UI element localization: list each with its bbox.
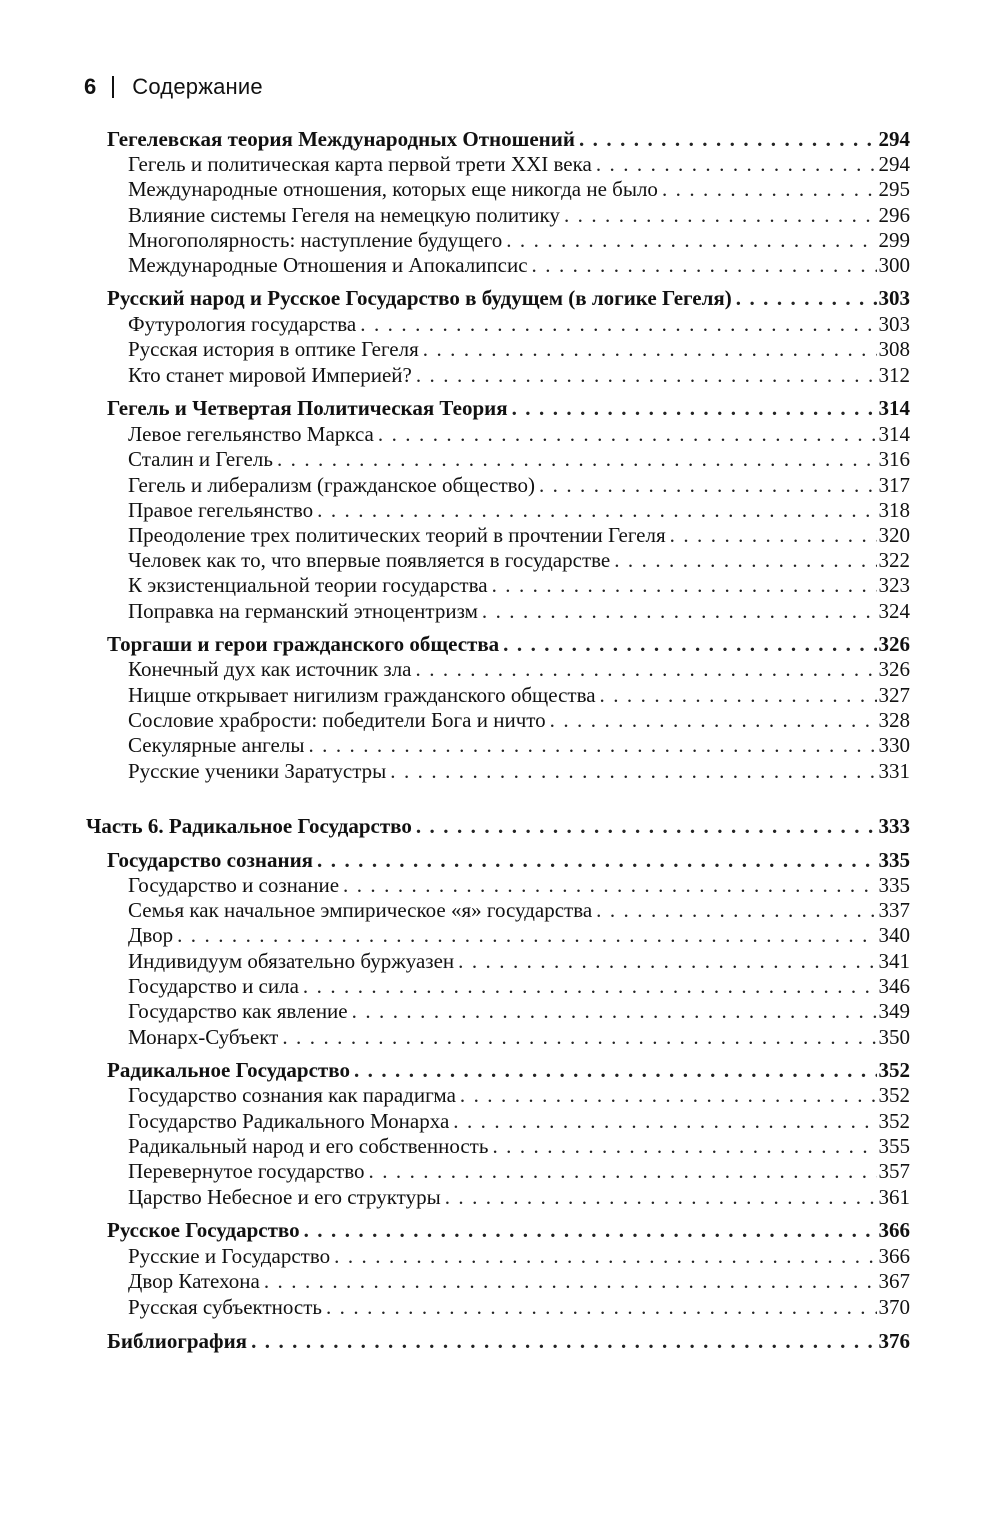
dot-leader: [264, 1268, 877, 1294]
toc-chapter-entry[interactable]: [107, 126, 910, 152]
toc-section-entry[interactable]: [128, 522, 910, 548]
toc-section-entry[interactable]: [128, 472, 910, 498]
toc-section-entry[interactable]: [128, 252, 910, 278]
toc-chapter-entry[interactable]: [107, 285, 910, 311]
toc-entry-page: 346: [878, 974, 910, 998]
toc-entry-title: Монарх-Субъект: [128, 1025, 279, 1049]
toc-entry-title: Гегель и либерализм (гражданское общество): [128, 473, 535, 497]
toc-section-entry[interactable]: [128, 572, 910, 598]
dot-leader: [343, 872, 876, 898]
toc-section-entry[interactable]: [128, 1082, 910, 1108]
dot-leader: [177, 922, 876, 948]
toc-entry-page: 299: [878, 228, 910, 252]
toc-section-entry[interactable]: [128, 362, 910, 388]
dot-leader: [482, 598, 877, 624]
toc-entry-page: 341: [878, 949, 910, 973]
toc-entry-title: Человек как то, что впервые появляется в государстве: [128, 548, 611, 572]
toc-entry-page: 314: [878, 396, 910, 420]
toc-entry-page: 361: [878, 1185, 910, 1209]
toc-section-entry[interactable]: [128, 897, 910, 923]
dot-leader: [334, 1243, 876, 1269]
dot-leader: [596, 897, 876, 923]
dot-leader: [369, 1158, 877, 1184]
toc-section-entry[interactable]: [128, 202, 910, 228]
toc-entry-title: Кто станет мировой Империей?: [128, 363, 412, 387]
toc-entry-title: Библиография: [107, 1329, 248, 1353]
toc-entry-title: Ницше открывает нигилизм гражданского общества: [128, 683, 596, 707]
toc-entry-title: Преодоление трех политических теорий в прочтении Гегеля: [128, 523, 666, 547]
dot-leader: [282, 1024, 876, 1050]
toc-chapter-entry[interactable]: [107, 847, 910, 873]
toc-section-entry[interactable]: [128, 421, 910, 447]
toc-entry-page: 376: [878, 1329, 910, 1353]
toc-entry-title: Двор Катехона: [128, 1269, 260, 1293]
toc-entry-page: 357: [878, 1159, 910, 1183]
toc-entry-title: Сталин и Гегель: [128, 447, 273, 471]
toc-entry-title: Двор: [128, 923, 174, 947]
dot-leader: [352, 998, 877, 1024]
toc-section-entry[interactable]: [128, 758, 910, 784]
dot-leader: [360, 311, 876, 337]
toc-entry-title: Русская субъектность: [128, 1295, 322, 1319]
toc-entry-title: Левое гегельянство Маркса: [128, 422, 374, 446]
toc-entry-title: Государство и сила: [128, 974, 299, 998]
toc-entry-page: 367: [878, 1269, 910, 1293]
toc-chapter-entry[interactable]: [107, 631, 910, 657]
toc-entry-page: 308: [878, 337, 910, 361]
toc-entry-page: 295: [878, 177, 910, 201]
toc-entry-title: Русские ученики Заратустры: [128, 759, 387, 783]
toc-entry-page: 303: [878, 286, 910, 310]
dot-leader: [670, 522, 877, 548]
toc-section-entry[interactable]: [128, 707, 910, 733]
running-title: Содержание: [132, 74, 263, 99]
dot-leader: [532, 252, 877, 278]
dot-leader: [564, 202, 877, 228]
toc-entry-page: 352: [878, 1058, 910, 1082]
toc-entry-page: 323: [878, 573, 910, 597]
toc-section-entry[interactable]: [128, 227, 910, 253]
toc-section-entry[interactable]: [128, 1108, 910, 1134]
toc-section-entry[interactable]: [128, 872, 910, 898]
dot-leader: [579, 126, 877, 152]
toc-section-entry[interactable]: [128, 336, 910, 362]
toc-section-entry[interactable]: [128, 1184, 910, 1210]
toc-entry-title: Поправка на германский этноцентризм: [128, 599, 478, 623]
dot-leader: [445, 1184, 877, 1210]
dot-leader: [317, 497, 876, 523]
toc-entry-title: Семья как начальное эмпирическое «я» государства: [128, 898, 593, 922]
dot-leader: [378, 421, 877, 447]
toc-entry-title: Гегелевская теория Международных Отношений: [107, 127, 575, 151]
toc-entry-title: Влияние системы Гегеля на немецкую политику: [128, 203, 560, 227]
toc-section-entry[interactable]: [128, 547, 910, 573]
toc-section-entry[interactable]: [128, 1294, 910, 1320]
toc-entry-title: Русская история в оптике Гегеля: [128, 337, 419, 361]
toc-entry-page: 303: [878, 312, 910, 336]
dot-leader: [308, 732, 876, 758]
dot-leader: [460, 1082, 877, 1108]
toc-section-entry[interactable]: [128, 973, 910, 999]
toc-section-entry[interactable]: [128, 497, 910, 523]
toc-entry-page: 322: [878, 548, 910, 572]
toc-entry-title: Государство сознания: [107, 848, 314, 872]
toc-section-entry[interactable]: [128, 151, 910, 177]
toc-section-entry[interactable]: [128, 1024, 910, 1050]
toc-entry-page: 333: [878, 814, 910, 838]
toc-entry-title: Государство как явление: [128, 999, 348, 1023]
toc-entry-page: 352: [878, 1109, 910, 1133]
toc-entry-page: 366: [878, 1244, 910, 1268]
toc-chapter-entry[interactable]: [107, 395, 910, 421]
toc-entry-title: Футурология государства: [128, 312, 357, 336]
toc-entry-page: 331: [878, 759, 910, 783]
toc-section-entry[interactable]: [128, 1158, 910, 1184]
toc-entry-title: Правое гегельянство: [128, 498, 314, 522]
dot-leader: [304, 1217, 877, 1243]
dot-leader: [390, 758, 876, 784]
dot-leader: [600, 682, 877, 708]
page-number: 6: [84, 74, 97, 99]
toc-entry-page: 294: [878, 152, 910, 176]
dot-leader: [736, 285, 877, 311]
toc-entry-page: 316: [878, 447, 910, 471]
toc-entry-page: 317: [878, 473, 910, 497]
toc-entry-title: Государство сознания как парадигма: [128, 1083, 456, 1107]
toc-section-entry[interactable]: [128, 732, 910, 758]
toc-entry-page: 330: [878, 733, 910, 757]
toc-section-entry[interactable]: [128, 176, 910, 202]
toc-entry-page: 296: [878, 203, 910, 227]
toc-entry-page: 335: [878, 873, 910, 897]
toc-entry-title: Русский народ и Русское Государство в будущем (в логике Гегеля): [107, 286, 732, 310]
toc-section-entry[interactable]: [128, 1268, 910, 1294]
toc-entry-title: Царство Небесное и его структуры: [128, 1185, 441, 1209]
toc-section-entry[interactable]: [128, 1243, 910, 1269]
toc-entry-page: 350: [878, 1025, 910, 1049]
toc-entry-page: 352: [878, 1083, 910, 1107]
dot-leader: [303, 973, 877, 999]
dot-leader: [416, 656, 877, 682]
toc-entry-page: 318: [878, 498, 910, 522]
toc-entry-title: Государство Радикального Монарха: [128, 1109, 450, 1133]
dot-leader: [492, 1133, 876, 1159]
toc-entry-page: 324: [878, 599, 910, 623]
toc-section-entry[interactable]: [128, 1133, 910, 1159]
dot-leader: [326, 1294, 877, 1320]
dot-leader: [503, 631, 876, 657]
toc-entry-title: Многополярность: наступление будущего: [128, 228, 503, 252]
dot-leader: [423, 336, 877, 362]
dot-leader: [539, 472, 877, 498]
toc-entry-title: Радикальное Государство: [107, 1058, 350, 1082]
toc-chapter-entry[interactable]: [107, 1328, 910, 1354]
dot-leader: [354, 1057, 877, 1083]
dot-leader: [614, 547, 876, 573]
toc-entry-page: 337: [878, 898, 910, 922]
dot-leader: [596, 151, 877, 177]
toc-entry-page: 370: [878, 1295, 910, 1319]
toc-entry-title: Русское Государство: [107, 1218, 300, 1242]
toc-entry-page: 340: [878, 923, 910, 947]
toc-entry-title: Государство и сознание: [128, 873, 340, 897]
toc-part-entry[interactable]: [86, 813, 910, 839]
toc-entry-page: 312: [878, 363, 910, 387]
toc-entry-title: Гегель и политическая карта первой трети XXI века: [128, 152, 592, 176]
toc-entry-title: Индивидуум обязательно буржуазен: [128, 949, 455, 973]
toc-entry-title: Торгаши и герои гражданского общества: [107, 632, 500, 656]
toc-section-entry[interactable]: [128, 311, 910, 337]
dot-leader: [512, 395, 877, 421]
dot-leader: [416, 362, 877, 388]
toc-entry-page: 328: [878, 708, 910, 732]
toc-entry-title: Международные отношения, которых еще никогда не было: [128, 177, 658, 201]
toc-entry-title: Секулярные ангелы: [128, 733, 305, 757]
toc-section-entry[interactable]: [128, 598, 910, 624]
dot-leader: [317, 847, 876, 873]
toc-entry-page: 300: [878, 253, 910, 277]
toc-entry-title: Русские и Государство: [128, 1244, 331, 1268]
toc-entry-title: Перевернутое государство: [128, 1159, 365, 1183]
dot-leader: [662, 176, 877, 202]
dot-leader: [458, 948, 876, 974]
toc-entry-title: Радикальный народ и его собственность: [128, 1134, 489, 1158]
dot-leader: [550, 707, 877, 733]
toc-section-entry[interactable]: [128, 682, 910, 708]
toc-entry-title: Международные Отношения и Апокалипсис: [128, 253, 528, 277]
toc-entry-title: Конечный дух как источник зла: [128, 657, 412, 681]
toc-chapter-entry[interactable]: [107, 1057, 910, 1083]
dot-leader: [453, 1108, 876, 1134]
toc-entry-page: 349: [878, 999, 910, 1023]
dot-leader: [506, 227, 876, 253]
toc-entry-title: Сословие храбрости: победители Бога и ничто: [128, 708, 546, 732]
toc-entry-page: 366: [878, 1218, 910, 1242]
toc-entry-page: 326: [878, 632, 910, 656]
dot-leader: [251, 1328, 876, 1354]
dot-leader: [492, 572, 877, 598]
toc-section-entry[interactable]: [128, 922, 910, 948]
toc-entry-page: 314: [878, 422, 910, 446]
toc-section-entry[interactable]: [128, 446, 910, 472]
toc-entry-page: 320: [878, 523, 910, 547]
toc-entry-page: 355: [878, 1134, 910, 1158]
toc-section-entry[interactable]: [128, 998, 910, 1024]
toc-entry-page: 326: [878, 657, 910, 681]
toc-entry-page: 327: [878, 683, 910, 707]
toc-entry-title: К экзистенциальной теории государства: [128, 573, 488, 597]
toc-entry-title: Гегель и Четвертая Политическая Теория: [107, 396, 508, 420]
toc-entry-page: 294: [878, 127, 910, 151]
toc-chapter-entry[interactable]: [107, 1217, 910, 1243]
dot-leader: [277, 446, 877, 472]
toc-entry-page: 335: [878, 848, 910, 872]
running-head: [84, 72, 263, 102]
header-divider: [112, 76, 114, 98]
toc-section-entry[interactable]: [128, 656, 910, 682]
toc-section-entry[interactable]: [128, 948, 910, 974]
dot-leader: [416, 813, 877, 839]
toc-entry-title: Часть 6. Радикальное Государство: [86, 814, 412, 838]
